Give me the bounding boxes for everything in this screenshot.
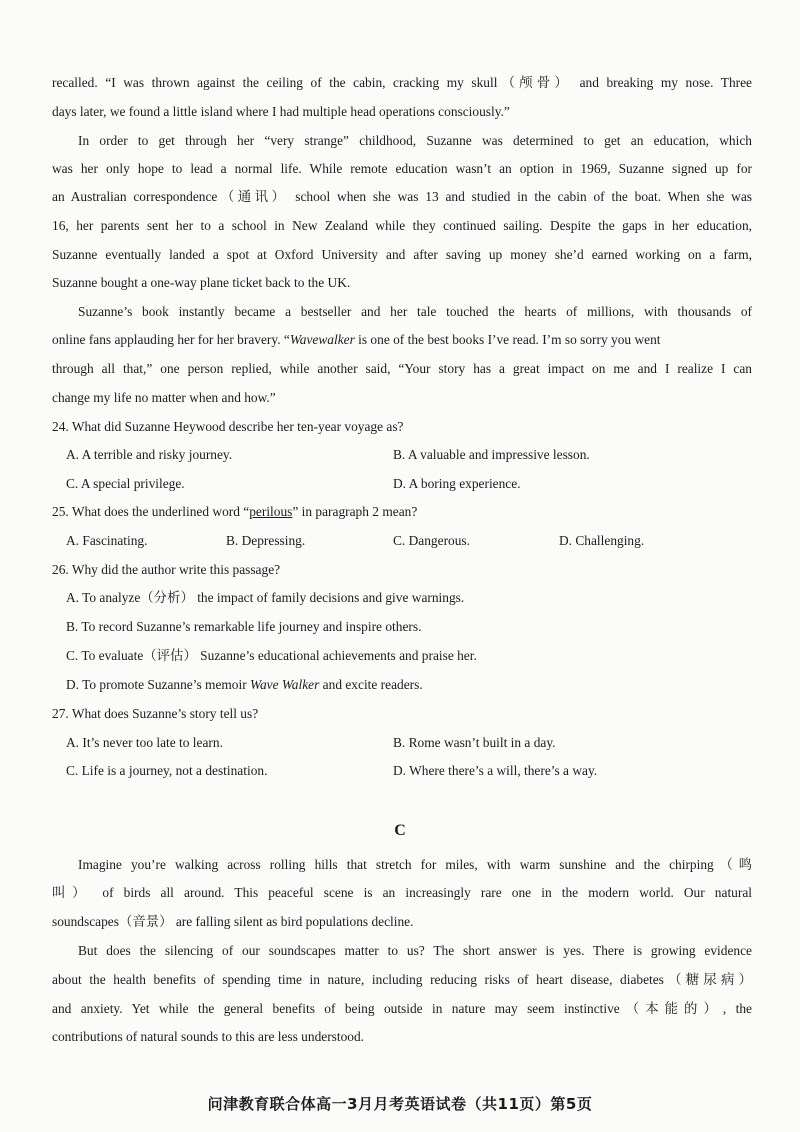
option-a: A. Fascinating. <box>66 533 148 548</box>
underlined-word: perilous <box>249 504 293 519</box>
option-d <box>66 676 423 694</box>
passage-line: contributions of natural sounds to this are less understood. <box>52 1029 365 1044</box>
passage-line: In order to get through her “very strange” childhood, Suzanne was determined to get an education, which <box>78 133 752 148</box>
passage-line-mixed <box>52 331 752 349</box>
passage-line: days later, we found a little island where I had multiple head operations consciously.” <box>52 104 510 119</box>
passage-line: change my life no matter when and how.” <box>52 390 276 405</box>
passage-line: 叫） of birds all around. This peaceful scene is an increasingly rare one in the modern world. Our natural <box>52 885 752 900</box>
passage-line: Suzanne bought a one-way plane ticket back to the UK. <box>52 275 351 290</box>
option-b: B. A valuable and impressive lesson. <box>393 447 590 462</box>
passage-line: Suzanne eventually landed a spot at Oxford University and after saving up money she’d earned working on a farm, <box>52 247 752 262</box>
option-c: C. Life is a journey, not a destination. <box>66 763 268 778</box>
option-c: C. To evaluate（评估） Suzanne’s educational achievements and praise her. <box>66 648 477 663</box>
passage-line: soundscapes（音景） are falling silent as bird populations decline. <box>52 914 414 929</box>
stem-text: ” in paragraph 2 mean? <box>292 504 418 519</box>
option-d: D. Challenging. <box>559 533 645 548</box>
option-d: D. Where there’s a will, there’s a way. <box>393 763 598 778</box>
passage-line: 16, her parents sent her to a school in New Zealand while they continued sailing. Despite the gaps in her education, <box>52 218 752 233</box>
passage-line: was her only hope to lead a normal life. While remote education wasn’t an option in 1969, Suzanne signed up for <box>52 161 752 176</box>
question-stem: 26. Why did the author write this passage? <box>52 562 281 577</box>
book-title: Wave Walker <box>250 677 320 692</box>
option-a: A. A terrible and risky journey. <box>66 447 233 462</box>
passage-line: and anxiety. Yet while the general benefits of being outside in nature may seem instinctive（本能的）, the <box>52 1001 752 1016</box>
passage-line: through all that,” one person replied, while another said, “Your story has a great impact on me and I realize I can <box>52 361 752 376</box>
passage-text: is one of the best books I’ve read. I’m so sorry you went <box>354 332 661 347</box>
option-text: and excite readers. <box>319 677 423 692</box>
option-d: D. A boring experience. <box>393 476 521 491</box>
option-b: B. Rome wasn’t built in a day. <box>393 735 556 750</box>
book-title: Wavewalker <box>289 332 355 347</box>
option-c: C. A special privilege. <box>66 476 185 491</box>
option-b: B. To record Suzanne’s remarkable life journey and inspire others. <box>66 619 422 634</box>
option-a: A. To analyze（分析） the impact of family decisions and give warnings. <box>66 590 465 605</box>
passage-line: an Australian correspondence（通讯） school when she was 13 and studied in the cabin of the boat. When she was <box>52 189 752 204</box>
page-footer: 问津教育联合体高一3月月考英语试卷（共11页）第5页 <box>207 1095 593 1113</box>
section-heading: C <box>394 822 406 839</box>
option-b: B. Depressing. <box>226 533 306 548</box>
option-text: D. To promote Suzanne’s memoir <box>66 677 251 692</box>
passage-text: online fans applauding her for her bravery. “ <box>52 332 290 347</box>
option-c: C. Dangerous. <box>393 533 470 548</box>
passage-line: Suzanne’s book instantly became a bestseller and her tale touched the hearts of millions, with thousands of <box>78 304 752 319</box>
question-stem <box>52 503 752 521</box>
stem-text: 25. What does the underlined word “ <box>52 504 250 519</box>
passage-line: about the health benefits of spending time in nature, including reducing risks of heart disease, diabetes（糖尿病） <box>52 972 752 987</box>
question-stem: 27. What does Suzanne’s story tell us? <box>52 706 259 721</box>
question-stem: 24. What did Suzanne Heywood describe her ten-year voyage as? <box>52 419 404 434</box>
option-a: A. It’s never too late to learn. <box>66 735 223 750</box>
passage-line: recalled. “I was thrown against the ceiling of the cabin, cracking my skull（颅骨） and breaking my nose. Three <box>52 75 752 90</box>
passage-line: But does the silencing of our soundscapes matter to us? The short answer is yes. There is growing evidence <box>78 943 752 958</box>
passage-line: Imagine you’re walking across rolling hills that stretch for miles, with warm sunshine and the chirping（鸣 <box>78 857 752 872</box>
